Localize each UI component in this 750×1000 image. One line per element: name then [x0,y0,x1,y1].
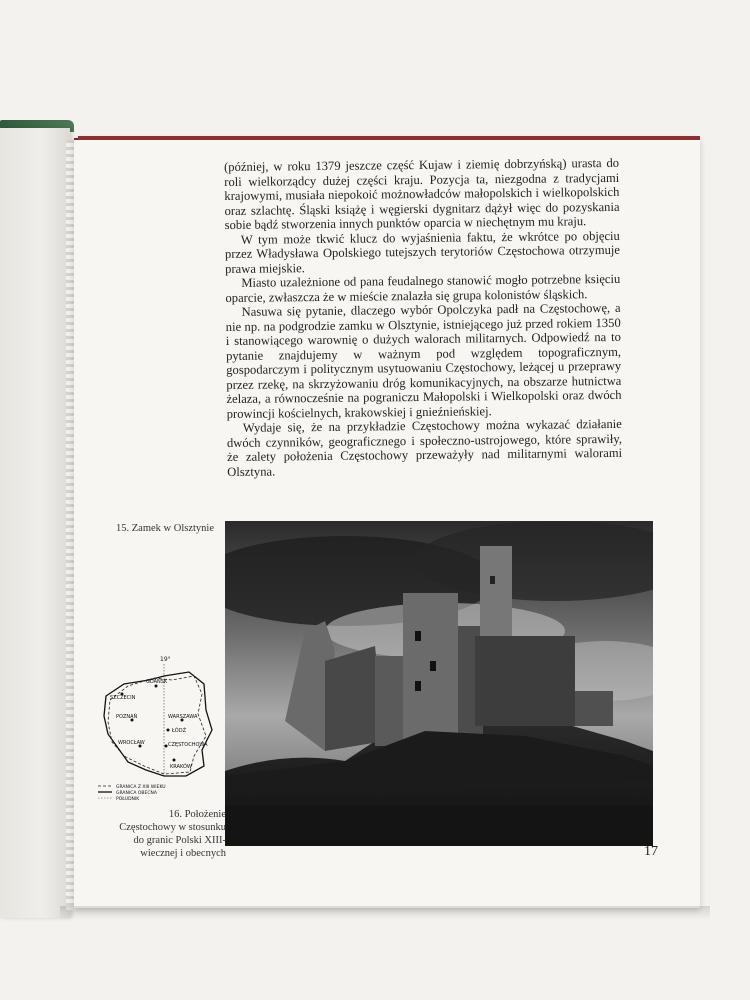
13th-century-border [108,676,206,774]
main-text [224,156,622,479]
city-label: SZCZECIN [110,695,136,701]
city-label: KRAKÓW [170,764,192,770]
city-label: POZNAŃ [116,714,138,720]
city-label: WARSZAWA [168,714,198,720]
poland-border-map [94,650,222,810]
paragraph: Nasuwa się pytanie, dlaczego wybór Opolczyka padł na Częstochowę, a nie np. na podgrodzie zamku w Olsztynie, istniejącego już przed rokiem 1350 i stanowiącego warownię o dużych walorach militarnych. Odpowiedź na to pytanie znajdujemy w ważnym pod względem topograficznym, gospodarczym i politycznym usytuowaniu Częstochowy, leżącej u przeprawy przez rzekę, na skrzyżowaniu dróg komunikacyjnych, na obszarze hutnictwa żelaza, a równocześnie na pograniczu Małopolski i Wielkopolski oraz dwóch prowincji kościelnych, krakowskiej i gnieźnieńskiej. [225,300,622,421]
city-label: ŁÓDŹ [172,728,187,734]
paragraph: Miasto uzależnione od pana feudalnego stanowić mogło potrzebne księciu oparcie, zwłaszcza że w mieście znalazła się grupa kolonistów śląskich. [225,271,621,305]
legend-item: GRANICA Z XIII WIEKU [116,785,166,790]
page-top-edge [78,136,700,140]
paragraph: (później, w roku 1379 jeszcze część Kujaw i ziemię dobrzyńską) urasta do roli wielkorządcy dużej części kraju. Pozycja ta, niezgodna z tradycjami krajowymi, musiała niepokoić możnowładców małopolskich i wielkopolskich oraz szlachtę. Śląski książę i węgierski dygnitarz dążył więc do pozyskania sobie bądź stworzenia innych punktów oparcia w niechętnym mu kraju. [224,155,620,232]
legend-item: POŁUDNIK [116,797,140,802]
castle-ruins-image [225,521,653,846]
book-shadow [60,906,710,920]
page-number: 17 [644,844,658,859]
map-caption-16: 16. Położenie Częstochowy w stosunku do granic Polski XIII-wiecznej i obecnych [119,809,226,859]
facing-page-edge [0,128,70,918]
paragraph: Wydaje się, że na przykładzie Częstochowy można wykazać działanie dwóch czynników, geograficznego i społeczno-ustrojowego, które sprawiły, że zalety położenia Częstochowy przeważyły nad militarnymi walorami Olsztyna. [226,416,623,479]
photo-caption-15: 15. Zamek w Olsztynie [116,523,214,534]
city-dot [173,759,176,762]
city-dot [167,729,170,732]
paragraph: W tym może tkwić klucz do wyjaśnienia faktu, że wkrótce po objęciu przez Władysława Opolskiego tutejszych terytoriów Częstochowa otrzymuje prawa miejskie. [224,228,621,276]
city-label: GDAŃSK [146,679,168,685]
city-label: CZĘSTOCHOWA [168,742,208,748]
castle-photograph [225,521,653,846]
legend-item: GRANICA OBECNA [116,791,157,796]
present-border [104,672,212,776]
city-label: WROCŁAW [118,740,145,746]
meridian-label: 19° [160,656,171,663]
book-page [74,138,700,908]
